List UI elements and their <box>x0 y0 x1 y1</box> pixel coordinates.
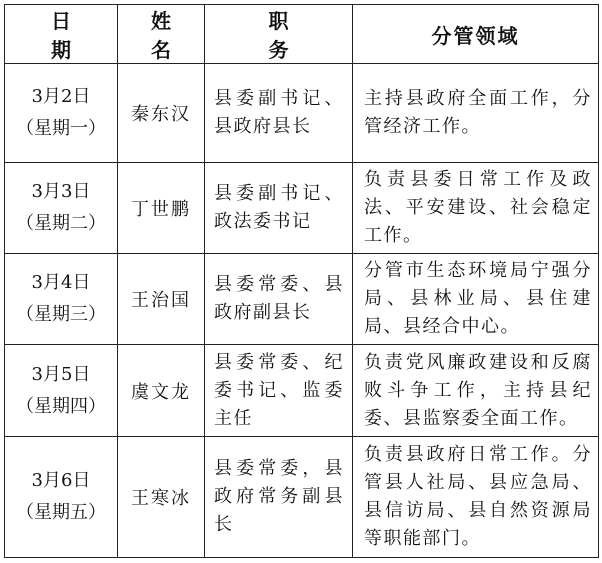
header-name: 姓名 <box>118 5 205 64</box>
date-cell <box>5 163 118 254</box>
table-row <box>5 437 599 558</box>
date-cell <box>5 64 118 163</box>
weekday-text: （星期五） <box>16 502 106 523</box>
name-cell: 王寒冰 <box>118 437 205 558</box>
duty-cell: 负责县政府日常工作。分管县人社局、县应急局、县信访局、县自然资源局等职能部门。 <box>353 437 599 558</box>
name-cell: 秦东汉 <box>118 64 205 163</box>
weekday-text: （星期一） <box>16 118 106 139</box>
duty-cell: 负责县委日常工作及政法、平安建设、社会稳定工作。 <box>353 163 599 254</box>
table-row <box>5 64 599 163</box>
weekday-text: （星期三） <box>16 304 106 325</box>
name-cell: 王治国 <box>118 254 205 345</box>
name-cell: 丁世鹏 <box>118 163 205 254</box>
leader-schedule-table <box>4 4 599 558</box>
position-cell: 县委副书记、政法委书记 <box>205 163 353 254</box>
position-cell: 县委常委、县政府副县长 <box>205 254 353 345</box>
date-text: 3月5日 <box>31 363 91 385</box>
header-position: 职务 <box>205 5 353 64</box>
position-cell: 县委副书记、县政府县长 <box>205 64 353 163</box>
date-cell <box>5 345 118 437</box>
date-text: 3月6日 <box>31 470 91 491</box>
date-text: 3月2日 <box>31 86 91 107</box>
weekday-text: （星期四） <box>16 395 106 417</box>
table-header-row <box>5 5 599 64</box>
date-text: 3月4日 <box>31 272 91 293</box>
duty-cell: 分管市生态环境局宁强分局、县林业局、县住建局、县经合中心。 <box>353 254 599 345</box>
table-row <box>5 254 599 345</box>
duty-cell: 负责党风廉政建设和反腐败斗争工作，主持县纪委、县监察委全面工作。 <box>353 345 599 437</box>
duty-cell: 主持县政府全面工作，分管经济工作。 <box>353 64 599 163</box>
date-text: 3月3日 <box>31 181 91 202</box>
position-cell: 县委常委、纪委书记、监委主任 <box>205 345 353 437</box>
name-cell: 虞文龙 <box>118 345 205 437</box>
date-cell <box>5 437 118 558</box>
table-row <box>5 345 599 437</box>
header-duty: 分管领域 <box>353 5 599 64</box>
schedule-table-wrapper <box>4 4 599 558</box>
header-date: 日期 <box>5 5 118 64</box>
table-row <box>5 163 599 254</box>
date-cell <box>5 254 118 345</box>
weekday-text: （星期二） <box>16 213 106 234</box>
position-cell: 县委常委，县政府常务副县长 <box>205 437 353 558</box>
